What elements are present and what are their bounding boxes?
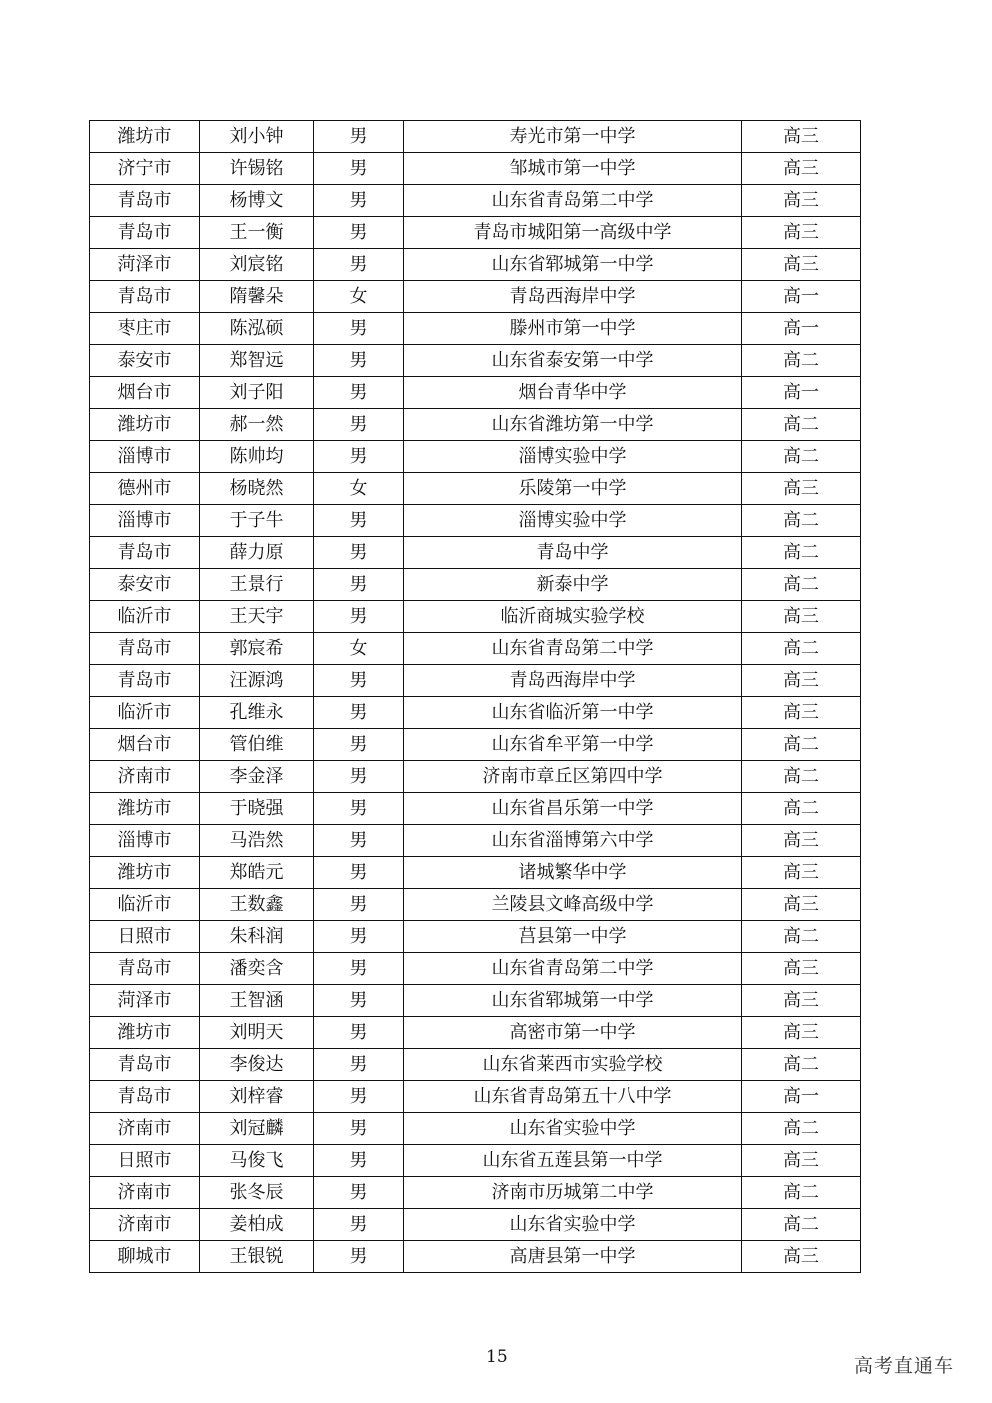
school-cell: 高唐县第一中学 — [404, 1241, 742, 1273]
grade-cell: 高三 — [742, 153, 861, 185]
gender-cell: 男 — [314, 1145, 404, 1177]
name-cell: 隋馨朵 — [200, 281, 314, 313]
city-cell: 烟台市 — [90, 729, 200, 761]
grade-cell: 高二 — [742, 729, 861, 761]
name-cell: 刘小钟 — [200, 121, 314, 153]
city-cell: 济南市 — [90, 1209, 200, 1241]
city-cell: 临沂市 — [90, 889, 200, 921]
grade-cell: 高三 — [742, 601, 861, 633]
name-cell: 杨博文 — [200, 185, 314, 217]
grade-cell: 高二 — [742, 1209, 861, 1241]
name-cell: 郑智远 — [200, 345, 314, 377]
school-cell: 滕州市第一中学 — [404, 313, 742, 345]
name-cell: 于子牛 — [200, 505, 314, 537]
grade-cell: 高一 — [742, 377, 861, 409]
grade-cell: 高二 — [742, 793, 861, 825]
city-cell: 济宁市 — [90, 153, 200, 185]
table-row — [90, 217, 861, 249]
name-cell: 王银锐 — [200, 1241, 314, 1273]
grade-cell: 高三 — [742, 1017, 861, 1049]
name-cell: 王景行 — [200, 569, 314, 601]
grade-cell: 高三 — [742, 217, 861, 249]
gender-cell: 男 — [314, 761, 404, 793]
grade-cell: 高二 — [742, 1113, 861, 1145]
grade-cell: 高二 — [742, 921, 861, 953]
name-cell: 杨晓然 — [200, 473, 314, 505]
gender-cell: 男 — [314, 793, 404, 825]
city-cell: 日照市 — [90, 1145, 200, 1177]
table-row — [90, 1209, 861, 1241]
name-cell: 汪源鸿 — [200, 665, 314, 697]
table-row — [90, 249, 861, 281]
school-cell: 山东省青岛第二中学 — [404, 185, 742, 217]
table-row — [90, 633, 861, 665]
school-cell: 淄博实验中学 — [404, 441, 742, 473]
school-cell: 山东省实验中学 — [404, 1209, 742, 1241]
grade-cell: 高二 — [742, 537, 861, 569]
table-row — [90, 985, 861, 1017]
name-cell: 刘宸铭 — [200, 249, 314, 281]
city-cell: 济南市 — [90, 761, 200, 793]
table-row — [90, 1017, 861, 1049]
table-row — [90, 1177, 861, 1209]
name-cell: 郑皓元 — [200, 857, 314, 889]
city-cell: 枣庄市 — [90, 313, 200, 345]
city-cell: 烟台市 — [90, 377, 200, 409]
name-cell: 姜柏成 — [200, 1209, 314, 1241]
school-cell: 邹城市第一中学 — [404, 153, 742, 185]
table-row — [90, 153, 861, 185]
name-cell: 马浩然 — [200, 825, 314, 857]
name-cell: 孔维永 — [200, 697, 314, 729]
gender-cell: 男 — [314, 857, 404, 889]
city-cell: 淄博市 — [90, 825, 200, 857]
city-cell: 菏泽市 — [90, 985, 200, 1017]
school-cell: 新泰中学 — [404, 569, 742, 601]
gender-cell: 男 — [314, 1113, 404, 1145]
city-cell: 泰安市 — [90, 569, 200, 601]
table-row — [90, 505, 861, 537]
grade-cell: 高三 — [742, 889, 861, 921]
grade-cell: 高三 — [742, 985, 861, 1017]
grade-cell: 高三 — [742, 1241, 861, 1273]
city-cell: 聊城市 — [90, 1241, 200, 1273]
school-cell: 山东省临沂第一中学 — [404, 697, 742, 729]
name-cell: 许锡铭 — [200, 153, 314, 185]
gender-cell: 男 — [314, 121, 404, 153]
school-cell: 烟台青华中学 — [404, 377, 742, 409]
gender-cell: 男 — [314, 985, 404, 1017]
name-cell: 陈泓硕 — [200, 313, 314, 345]
school-cell: 山东省青岛第二中学 — [404, 953, 742, 985]
gender-cell: 男 — [314, 601, 404, 633]
roster-body — [90, 121, 861, 1273]
name-cell: 刘冠麟 — [200, 1113, 314, 1145]
grade-cell: 高二 — [742, 761, 861, 793]
grade-cell: 高三 — [742, 473, 861, 505]
grade-cell: 高一 — [742, 313, 861, 345]
name-cell: 王数鑫 — [200, 889, 314, 921]
city-cell: 淄博市 — [90, 441, 200, 473]
name-cell: 陈帅均 — [200, 441, 314, 473]
grade-cell: 高三 — [742, 697, 861, 729]
name-cell: 潘奕含 — [200, 953, 314, 985]
gender-cell: 男 — [314, 825, 404, 857]
table-row — [90, 601, 861, 633]
school-cell: 诸城繁华中学 — [404, 857, 742, 889]
city-cell: 潍坊市 — [90, 121, 200, 153]
table-row — [90, 313, 861, 345]
gender-cell: 男 — [314, 377, 404, 409]
gender-cell: 男 — [314, 665, 404, 697]
grade-cell: 高三 — [742, 825, 861, 857]
name-cell: 刘子阳 — [200, 377, 314, 409]
gender-cell: 男 — [314, 889, 404, 921]
city-cell: 青岛市 — [90, 1081, 200, 1113]
city-cell: 潍坊市 — [90, 1017, 200, 1049]
name-cell: 马俊飞 — [200, 1145, 314, 1177]
table-row — [90, 1145, 861, 1177]
city-cell: 青岛市 — [90, 665, 200, 697]
grade-cell: 高三 — [742, 857, 861, 889]
watermark-text: 高考直通车 — [854, 1355, 955, 1377]
school-cell: 山东省淄博第六中学 — [404, 825, 742, 857]
school-cell: 高密市第一中学 — [404, 1017, 742, 1049]
gender-cell: 男 — [314, 1209, 404, 1241]
city-cell: 青岛市 — [90, 633, 200, 665]
table-row — [90, 569, 861, 601]
city-cell: 青岛市 — [90, 281, 200, 313]
school-cell: 寿光市第一中学 — [404, 121, 742, 153]
grade-cell: 高三 — [742, 1145, 861, 1177]
gender-cell: 男 — [314, 313, 404, 345]
table-row — [90, 825, 861, 857]
gender-cell: 男 — [314, 441, 404, 473]
grade-cell: 高三 — [742, 185, 861, 217]
grade-cell: 高二 — [742, 441, 861, 473]
gender-cell: 女 — [314, 281, 404, 313]
city-cell: 青岛市 — [90, 217, 200, 249]
school-cell: 青岛市城阳第一高级中学 — [404, 217, 742, 249]
table-row — [90, 729, 861, 761]
grade-cell: 高二 — [742, 345, 861, 377]
city-cell: 潍坊市 — [90, 793, 200, 825]
page-number: 15 — [486, 1347, 508, 1367]
gender-cell: 男 — [314, 537, 404, 569]
gender-cell: 女 — [314, 633, 404, 665]
student-roster-table — [89, 120, 861, 1273]
name-cell: 朱科润 — [200, 921, 314, 953]
school-cell: 山东省昌乐第一中学 — [404, 793, 742, 825]
gender-cell: 男 — [314, 1017, 404, 1049]
name-cell: 李金泽 — [200, 761, 314, 793]
table-row — [90, 697, 861, 729]
school-cell: 临沂商城实验学校 — [404, 601, 742, 633]
city-cell: 德州市 — [90, 473, 200, 505]
gender-cell: 男 — [314, 1049, 404, 1081]
table-row — [90, 537, 861, 569]
grade-cell: 高一 — [742, 1081, 861, 1113]
name-cell: 王智涵 — [200, 985, 314, 1017]
name-cell: 于晓强 — [200, 793, 314, 825]
table-row — [90, 1049, 861, 1081]
name-cell: 刘梓睿 — [200, 1081, 314, 1113]
table-row — [90, 345, 861, 377]
school-cell: 山东省莱西市实验学校 — [404, 1049, 742, 1081]
grade-cell: 高二 — [742, 409, 861, 441]
table-row — [90, 1081, 861, 1113]
gender-cell: 男 — [314, 921, 404, 953]
name-cell: 刘明天 — [200, 1017, 314, 1049]
name-cell: 郝一然 — [200, 409, 314, 441]
city-cell: 潍坊市 — [90, 857, 200, 889]
city-cell: 菏泽市 — [90, 249, 200, 281]
city-cell: 青岛市 — [90, 185, 200, 217]
city-cell: 临沂市 — [90, 697, 200, 729]
gender-cell: 男 — [314, 185, 404, 217]
city-cell: 济南市 — [90, 1113, 200, 1145]
name-cell: 王一衡 — [200, 217, 314, 249]
grade-cell: 高三 — [742, 121, 861, 153]
school-cell: 山东省郓城第一中学 — [404, 249, 742, 281]
grade-cell: 高三 — [742, 665, 861, 697]
table-row — [90, 185, 861, 217]
name-cell: 张冬辰 — [200, 1177, 314, 1209]
gender-cell: 男 — [314, 697, 404, 729]
gender-cell: 男 — [314, 217, 404, 249]
city-cell: 日照市 — [90, 921, 200, 953]
school-cell: 青岛西海岸中学 — [404, 665, 742, 697]
grade-cell: 高三 — [742, 249, 861, 281]
school-cell: 莒县第一中学 — [404, 921, 742, 953]
gender-cell: 男 — [314, 153, 404, 185]
city-cell: 青岛市 — [90, 1049, 200, 1081]
school-cell: 山东省潍坊第一中学 — [404, 409, 742, 441]
grade-cell: 高二 — [742, 633, 861, 665]
table-row — [90, 921, 861, 953]
city-cell: 青岛市 — [90, 953, 200, 985]
name-cell: 王天宇 — [200, 601, 314, 633]
city-cell: 临沂市 — [90, 601, 200, 633]
school-cell: 山东省实验中学 — [404, 1113, 742, 1145]
name-cell: 薛力原 — [200, 537, 314, 569]
table-row — [90, 441, 861, 473]
city-cell: 泰安市 — [90, 345, 200, 377]
school-cell: 兰陵县文峰高级中学 — [404, 889, 742, 921]
gender-cell: 男 — [314, 1081, 404, 1113]
gender-cell: 女 — [314, 473, 404, 505]
name-cell: 李俊达 — [200, 1049, 314, 1081]
grade-cell: 高二 — [742, 1177, 861, 1209]
table-row — [90, 793, 861, 825]
name-cell: 郭宸希 — [200, 633, 314, 665]
school-cell: 山东省牟平第一中学 — [404, 729, 742, 761]
school-cell: 济南市章丘区第四中学 — [404, 761, 742, 793]
table-row — [90, 1113, 861, 1145]
city-cell: 青岛市 — [90, 537, 200, 569]
table-row — [90, 889, 861, 921]
grade-cell: 高三 — [742, 953, 861, 985]
table-row — [90, 281, 861, 313]
school-cell: 山东省青岛第五十八中学 — [404, 1081, 742, 1113]
table-row — [90, 953, 861, 985]
city-cell: 潍坊市 — [90, 409, 200, 441]
gender-cell: 男 — [314, 729, 404, 761]
grade-cell: 高二 — [742, 1049, 861, 1081]
table-row — [90, 665, 861, 697]
school-cell: 山东省青岛第二中学 — [404, 633, 742, 665]
table-row — [90, 121, 861, 153]
gender-cell: 男 — [314, 249, 404, 281]
school-cell: 青岛西海岸中学 — [404, 281, 742, 313]
table-row — [90, 377, 861, 409]
school-cell: 山东省五莲县第一中学 — [404, 1145, 742, 1177]
school-cell: 淄博实验中学 — [404, 505, 742, 537]
gender-cell: 男 — [314, 953, 404, 985]
school-cell: 济南市历城第二中学 — [404, 1177, 742, 1209]
gender-cell: 男 — [314, 345, 404, 377]
table-row — [90, 409, 861, 441]
gender-cell: 男 — [314, 569, 404, 601]
table-row — [90, 857, 861, 889]
school-cell: 青岛中学 — [404, 537, 742, 569]
table-row — [90, 473, 861, 505]
school-cell: 山东省郓城第一中学 — [404, 985, 742, 1017]
name-cell: 管伯维 — [200, 729, 314, 761]
city-cell: 济南市 — [90, 1177, 200, 1209]
school-cell: 乐陵第一中学 — [404, 473, 742, 505]
gender-cell: 男 — [314, 1241, 404, 1273]
gender-cell: 男 — [314, 1177, 404, 1209]
table-row — [90, 1241, 861, 1273]
table-row — [90, 761, 861, 793]
grade-cell: 高一 — [742, 281, 861, 313]
gender-cell: 男 — [314, 505, 404, 537]
city-cell: 淄博市 — [90, 505, 200, 537]
grade-cell: 高二 — [742, 569, 861, 601]
school-cell: 山东省泰安第一中学 — [404, 345, 742, 377]
gender-cell: 男 — [314, 409, 404, 441]
grade-cell: 高二 — [742, 505, 861, 537]
